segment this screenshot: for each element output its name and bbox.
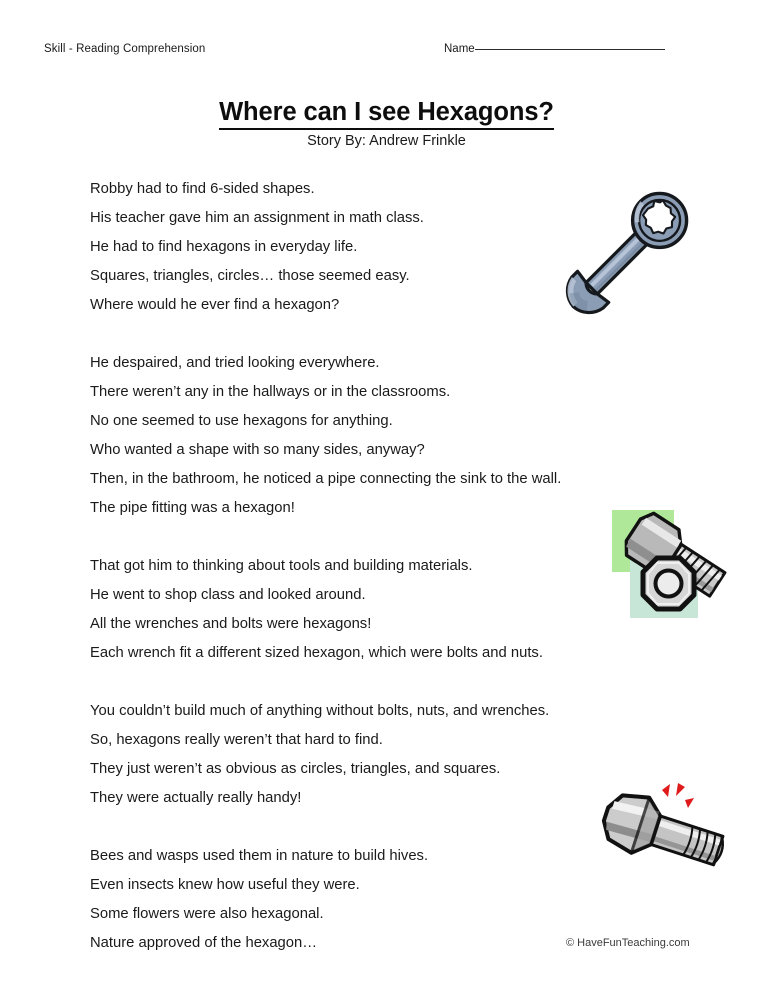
story-line: No one seemed to use hexagons for anything.	[90, 413, 393, 429]
name-input-line[interactable]	[475, 49, 665, 50]
story-line: He had to find hexagons in everyday life.	[90, 239, 358, 255]
name-field-group	[444, 43, 665, 55]
story-line: They just weren’t as obvious as circles, triangles, and squares.	[90, 761, 501, 777]
story-byline: Story By: Andrew Frinkle	[307, 133, 466, 149]
hex-nut-shape	[643, 558, 694, 609]
story-line: That got him to thinking about tools and building materials.	[90, 558, 473, 574]
story-line: Robby had to find 6-sided shapes.	[90, 181, 315, 197]
story-line: All the wrenches and bolts were hexagons!	[90, 616, 372, 632]
worksheet-header	[0, 43, 773, 65]
story-line: There weren’t any in the hallways or in the classrooms.	[90, 384, 451, 400]
skill-label: Skill - Reading Comprehension	[44, 43, 206, 55]
bolt-and-nut-illustration	[600, 500, 730, 630]
page-title-text: Where can I see Hexagons?	[219, 98, 554, 130]
story-line: Some flowers were also hexagonal.	[90, 906, 324, 922]
story-line: Squares, triangles, circles… those seemed easy.	[90, 268, 410, 284]
story-line: They were actually really handy!	[90, 790, 302, 806]
story-line: He despaired, and tried looking everywhere.	[90, 355, 380, 371]
story-line: Even insects knew how useful they were.	[90, 877, 360, 893]
name-label: Name	[444, 43, 475, 55]
story-line: Nature approved of the hexagon…	[90, 935, 318, 951]
story-line: Bees and wasps used them in nature to build hives.	[90, 848, 429, 864]
copyright-footer: © HaveFunTeaching.com	[566, 937, 690, 949]
story-line: Who wanted a shape with so many sides, anyway?	[90, 442, 425, 458]
story-line: Where would he ever find a hexagon?	[90, 297, 340, 313]
story-line: His teacher gave him an assignment in math class.	[90, 210, 424, 226]
story-line: The pipe fitting was a hexagon!	[90, 500, 295, 516]
story-line: He went to shop class and looked around.	[90, 587, 366, 603]
story-stanza	[90, 349, 710, 523]
story-line: You couldn’t build much of anything without bolts, nuts, and wrenches.	[90, 703, 550, 719]
page-title	[0, 98, 773, 127]
story-line: So, hexagons really weren’t that hard to find.	[90, 732, 383, 748]
story-line: Then, in the bathroom, he noticed a pipe connecting the sink to the wall.	[90, 471, 562, 487]
sparkle-marks-icon	[662, 783, 694, 808]
hex-bolt-illustration	[590, 770, 750, 880]
combination-wrench-illustration	[520, 160, 720, 360]
story-line: Each wrench fit a different sized hexagon, which were bolts and nuts.	[90, 645, 543, 661]
